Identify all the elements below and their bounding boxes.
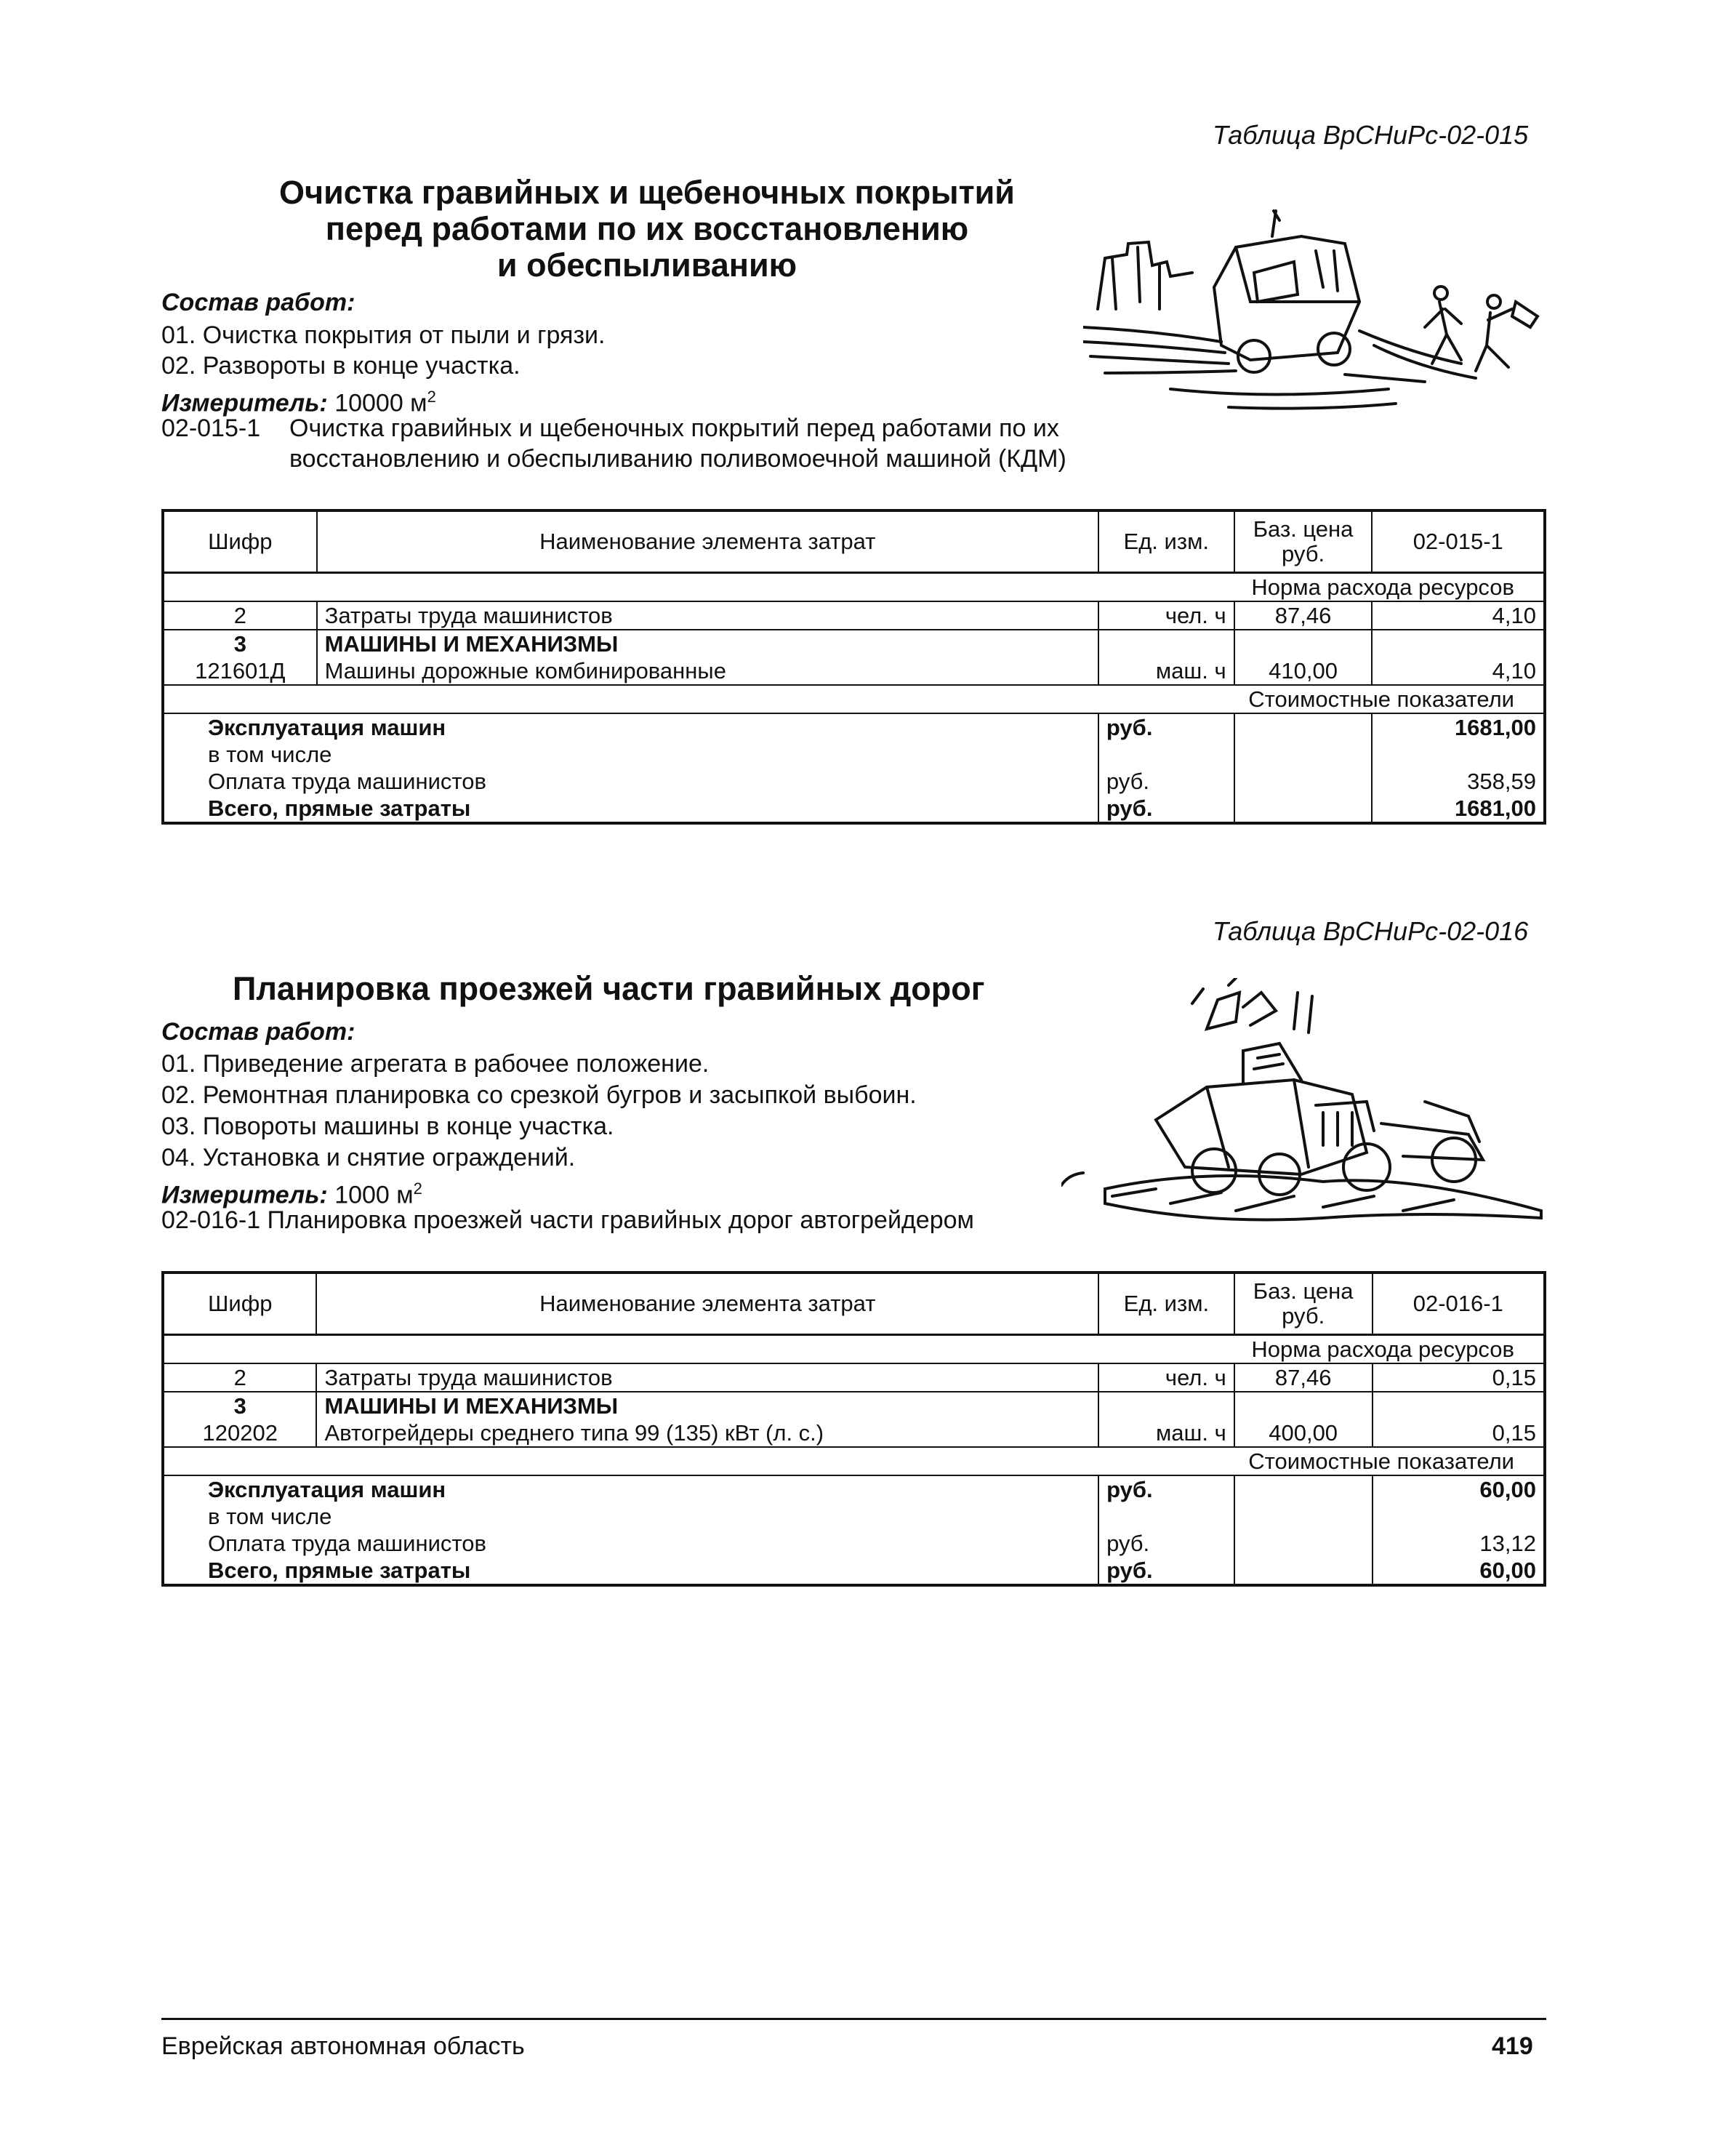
code-desc-line: восстановлению и обеспыливанию поливомоечной машиной (КДМ) <box>289 445 1066 473</box>
header-unit: Ед. изм. <box>1098 1273 1234 1335</box>
section-title-2: Планировка проезжей части гравийных дорог <box>233 970 985 1007</box>
cell-name: МАШИНЫ И МЕХАНИЗМЫ <box>316 1392 1098 1419</box>
header-price-l2: руб. <box>1282 1303 1325 1329</box>
norm-row <box>163 573 1545 602</box>
cost-name: Оплата труда машинистов <box>163 768 1098 795</box>
measure-label: Измеритель: <box>161 1181 328 1209</box>
cost-row <box>163 713 1545 741</box>
footer-region: Еврейская автономная область <box>161 2032 525 2060</box>
cell-unit: маш. ч <box>1098 657 1234 685</box>
norm-row <box>163 1335 1545 1364</box>
step-item: 02. Развороты в конце участка. <box>161 352 521 380</box>
page-number: 419 <box>1492 2032 1533 2060</box>
grader-illustration <box>1061 978 1556 1240</box>
cost-unit: руб. <box>1098 1530 1234 1557</box>
cost-row <box>163 1557 1545 1585</box>
measure-value: 1000 м <box>334 1181 414 1209</box>
cost-value: 1681,00 <box>1372 795 1545 823</box>
composition-label-1: Состав работ: <box>161 289 355 316</box>
cell-value: 0,15 <box>1373 1419 1545 1447</box>
cell-value: 4,10 <box>1372 601 1545 630</box>
cell-value: 4,10 <box>1372 657 1545 685</box>
cost-row <box>163 1503 1545 1530</box>
cell-name: Автогрейдеры среднего типа 99 (135) кВт (л. с.) <box>316 1419 1098 1447</box>
cost-name: в том числе <box>163 1503 1098 1530</box>
cost-value: 60,00 <box>1373 1557 1545 1585</box>
header-code: 02-015-1 <box>1372 510 1545 573</box>
cost-name: Оплата труда машинистов <box>163 1530 1098 1557</box>
table-row <box>163 1363 1545 1392</box>
header-name: Наименование элемента затрат <box>316 1273 1098 1335</box>
table-header-row <box>163 1273 1545 1335</box>
cell-name: Машины дорожные комбинированные <box>317 657 1098 685</box>
table-row <box>163 657 1545 685</box>
cell-name: Затраты труда машинистов <box>316 1363 1098 1392</box>
norm-label: Норма расхода ресурсов <box>163 1335 1545 1364</box>
cell-price: 87,46 <box>1234 1363 1373 1392</box>
cell-value: 0,15 <box>1373 1363 1545 1392</box>
step-item: 04. Установка и снятие ограждений. <box>161 1144 576 1171</box>
cost-label: Стоимостные показатели <box>163 1447 1545 1475</box>
title-line: Очистка гравийных и щебеночных покрытий <box>279 174 1015 211</box>
cell-price: 87,46 <box>1234 601 1373 630</box>
cell-cipher: 3 <box>163 630 317 657</box>
table-row <box>163 1419 1545 1447</box>
measure-sup: 2 <box>413 1179 422 1198</box>
measure-value: 10000 м <box>334 389 427 417</box>
cost-name: Эксплуатация машин <box>163 1475 1098 1503</box>
cell-unit: маш. ч <box>1098 1419 1234 1447</box>
cost-row <box>163 1475 1545 1503</box>
header-unit: Ед. изм. <box>1098 510 1234 573</box>
footer-divider <box>161 2018 1546 2020</box>
cost-label: Стоимостные показатели <box>163 685 1545 713</box>
table-row <box>163 601 1545 630</box>
cell-cipher: 3 <box>163 1392 316 1419</box>
cell-cipher: 120202 <box>163 1419 316 1447</box>
section-title-1 <box>218 175 1076 284</box>
header-price-l2: руб. <box>1282 541 1325 566</box>
step-item: 01. Очистка покрытия от пыли и грязи. <box>161 321 606 349</box>
composition-label-2: Состав работ: <box>161 1018 355 1046</box>
step-item: 01. Приведение агрегата в рабочее положение. <box>161 1050 710 1078</box>
code-label-1: 02-015-1 <box>161 414 261 442</box>
cost-unit: руб. <box>1098 713 1234 741</box>
code-line-2: 02-016-1 Планировка проезжей части гравийных дорог автогрейдером <box>161 1206 974 1234</box>
measure-label: Измеритель: <box>161 389 328 417</box>
cost-value: 60,00 <box>1373 1475 1545 1503</box>
step-item: 03. Повороты машины в конце участка. <box>161 1113 614 1140</box>
cost-unit: руб. <box>1098 795 1234 823</box>
cost-row <box>163 795 1545 823</box>
table-row <box>163 630 1545 657</box>
header-code: 02-016-1 <box>1373 1273 1545 1335</box>
cost-unit: руб. <box>1098 768 1234 795</box>
cost-row <box>163 741 1545 768</box>
resource-table-1 <box>161 509 1546 825</box>
table-ref-1: Таблица ВрСНиРс-02-015 <box>1213 120 1529 150</box>
cell-name: Затраты труда машинистов <box>317 601 1098 630</box>
cost-name: Всего, прямые затраты <box>163 795 1098 823</box>
sweeper-illustration <box>1083 207 1556 425</box>
cell-cipher: 121601Д <box>163 657 317 685</box>
header-name: Наименование элемента затрат <box>317 510 1098 573</box>
cost-unit: руб. <box>1098 1557 1234 1585</box>
title-line: и обеспыливанию <box>497 247 797 284</box>
cost-row <box>163 1530 1545 1557</box>
title-line: перед работами по их восстановлению <box>325 210 969 247</box>
cost-value: 1681,00 <box>1372 713 1545 741</box>
cell-unit: чел. ч <box>1098 1363 1234 1392</box>
header-price-l1: Баз. цена <box>1253 1278 1354 1304</box>
norm-label: Норма расхода ресурсов <box>163 573 1545 602</box>
cell-cipher: 2 <box>163 1363 316 1392</box>
table-ref-2: Таблица ВрСНиРс-02-016 <box>1213 916 1529 946</box>
cost-row-header <box>163 1447 1545 1475</box>
code-desc-line: Очистка гравийных и щебеночных покрытий перед работами по их <box>289 414 1059 442</box>
header-cipher: Шифр <box>163 510 317 573</box>
header-price <box>1234 1273 1373 1335</box>
cell-name: МАШИНЫ И МЕХАНИЗМЫ <box>317 630 1098 657</box>
table-row <box>163 1392 1545 1419</box>
table-header-row <box>163 510 1545 573</box>
resource-table-2 <box>161 1271 1546 1587</box>
cost-unit: руб. <box>1098 1475 1234 1503</box>
cost-row-header <box>163 685 1545 713</box>
header-price <box>1234 510 1373 573</box>
cost-name: Всего, прямые затраты <box>163 1557 1098 1585</box>
header-cipher: Шифр <box>163 1273 316 1335</box>
cell-cipher: 2 <box>163 601 317 630</box>
cell-price: 410,00 <box>1234 657 1373 685</box>
measure-sup: 2 <box>427 388 436 406</box>
cost-name: Эксплуатация машин <box>163 713 1098 741</box>
cost-value: 13,12 <box>1373 1530 1545 1557</box>
cost-value: 358,59 <box>1372 768 1545 795</box>
step-item: 02. Ремонтная планировка со срезкой бугров и засыпкой выбоин. <box>161 1081 917 1109</box>
header-price-l1: Баз. цена <box>1253 516 1354 542</box>
cost-row <box>163 768 1545 795</box>
cell-price: 400,00 <box>1234 1419 1373 1447</box>
cost-name: в том числе <box>163 741 1098 768</box>
cell-unit: чел. ч <box>1098 601 1234 630</box>
